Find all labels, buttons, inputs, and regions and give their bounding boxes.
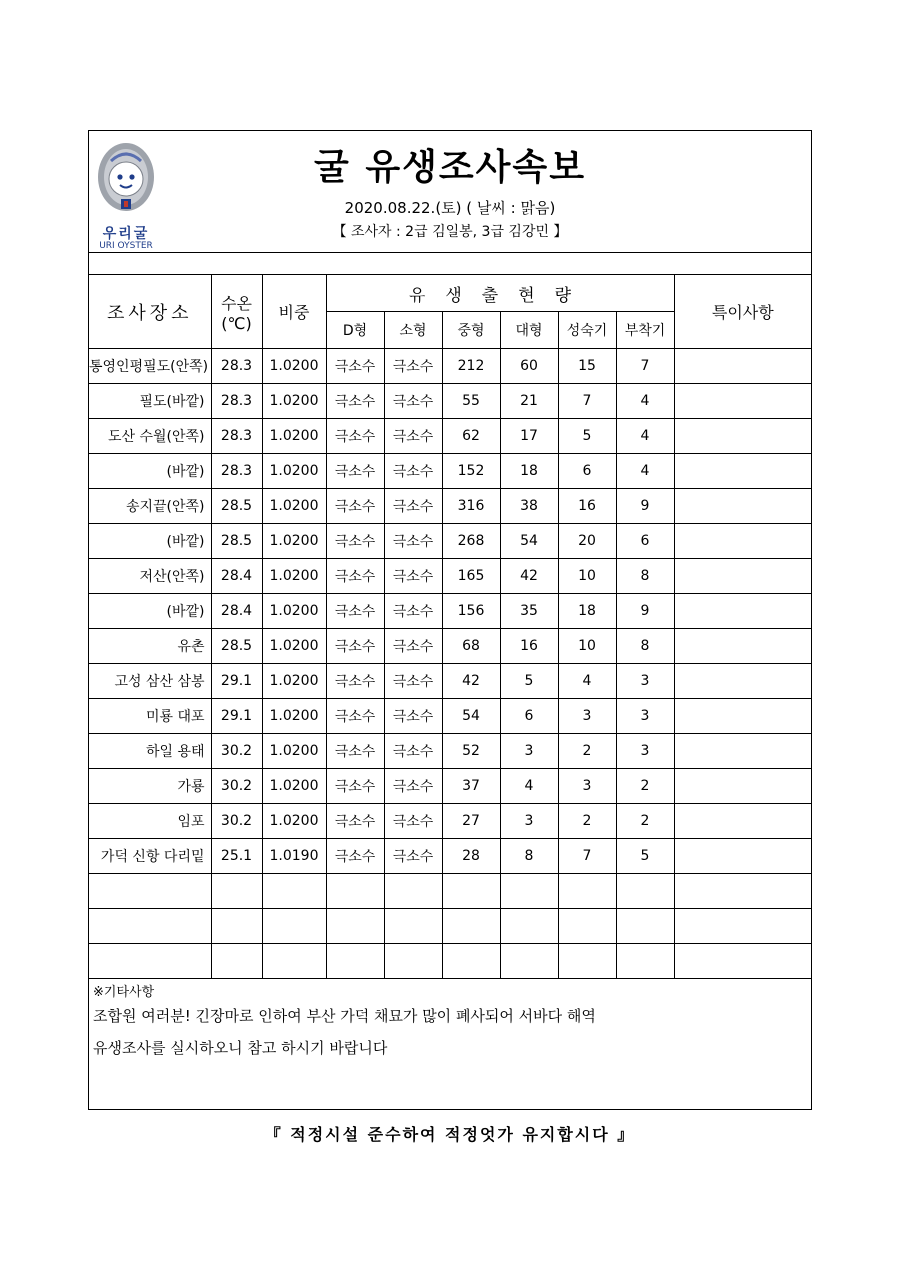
row-remarks [674,909,811,944]
row-location [89,874,211,909]
notes-heading: ※기타사항 [93,985,155,1000]
row-remarks [674,629,811,664]
row-small: 극소수 [384,804,442,839]
row-small: 극소수 [384,419,442,454]
row-d-type: 극소수 [326,349,384,384]
row-gravity: 1.0200 [262,384,326,419]
row-medium: 316 [442,489,500,524]
report-frame [88,130,812,1110]
row-remarks [674,349,811,384]
row-large: 4 [500,769,558,804]
row-water-temp: 28.3 [211,384,262,419]
row-attach: 2 [616,804,674,839]
row-water-temp: 28.3 [211,454,262,489]
row-large [500,874,558,909]
row-gravity: 1.0200 [262,594,326,629]
row-small: 극소수 [384,384,442,419]
header-gravity: 비중 [262,275,326,349]
row-medium: 55 [442,384,500,419]
row-location [89,944,211,979]
row-water-temp: 25.1 [211,839,262,874]
row-remarks [674,594,811,629]
row-location: (바깥) [89,454,211,489]
row-small: 극소수 [384,734,442,769]
row-large: 5 [500,664,558,699]
notes-line-1: 조합원 여러분! 긴장마로 인하여 부산 가덕 채묘가 많이 폐사되어 서바다 해역 [93,1007,596,1025]
row-location: (바깥) [89,594,211,629]
row-small [384,944,442,979]
report-header [89,131,811,253]
row-attach: 6 [616,524,674,559]
header-water-temp-unit: (℃) [221,313,252,333]
header-small: 소형 [384,312,442,349]
row-remarks [674,384,811,419]
row-medium: 268 [442,524,500,559]
row-attach [616,909,674,944]
header-medium: 중형 [442,312,500,349]
row-mature: 10 [558,559,616,594]
row-large [500,944,558,979]
row-water-temp: 28.3 [211,349,262,384]
row-large [500,909,558,944]
report-date: 2020.08.22.(토) ( 날씨 : 맑음) [344,199,556,217]
row-gravity [262,909,326,944]
row-small: 극소수 [384,629,442,664]
row-d-type: 극소수 [326,664,384,699]
row-location: 유촌 [89,629,211,664]
row-attach: 3 [616,664,674,699]
row-medium: 42 [442,664,500,699]
row-d-type: 극소수 [326,804,384,839]
row-mature: 3 [558,769,616,804]
table-row [89,734,811,769]
row-gravity: 1.0200 [262,559,326,594]
row-gravity: 1.0190 [262,839,326,874]
row-gravity [262,874,326,909]
row-mature: 18 [558,594,616,629]
row-mature [558,944,616,979]
row-remarks [674,699,811,734]
row-d-type: 극소수 [326,769,384,804]
table-row [89,629,811,664]
row-gravity: 1.0200 [262,454,326,489]
row-attach: 4 [616,454,674,489]
table-row [89,839,811,874]
report-surveyor: 【 조사자 : 2급 김일봉, 3급 김강민 】 [332,224,568,240]
row-water-temp: 30.2 [211,734,262,769]
row-location: 송지끝(안쪽) [89,489,211,524]
table-row [89,559,811,594]
table-row [89,419,811,454]
row-water-temp: 28.4 [211,559,262,594]
row-location: 임포 [89,804,211,839]
header-remarks: 특이사항 [674,275,811,349]
row-large: 54 [500,524,558,559]
row-attach: 3 [616,734,674,769]
row-small [384,874,442,909]
row-medium [442,944,500,979]
row-remarks [674,839,811,874]
row-gravity: 1.0200 [262,804,326,839]
row-mature: 7 [558,384,616,419]
row-small: 극소수 [384,524,442,559]
row-d-type: 극소수 [326,839,384,874]
table-row [89,944,811,979]
row-medium: 28 [442,839,500,874]
row-attach: 3 [616,699,674,734]
row-water-temp: 28.5 [211,629,262,664]
row-small: 극소수 [384,559,442,594]
row-medium: 212 [442,349,500,384]
row-mature: 10 [558,629,616,664]
row-small: 극소수 [384,489,442,524]
logo-subtext: URI OYSTER [99,241,153,251]
row-water-temp: 28.3 [211,419,262,454]
row-medium [442,874,500,909]
row-large: 18 [500,454,558,489]
row-large: 60 [500,349,558,384]
row-large: 16 [500,629,558,664]
row-gravity: 1.0200 [262,664,326,699]
row-location: 고성 삼산 삼봉 [89,664,211,699]
row-attach: 9 [616,489,674,524]
row-large: 3 [500,734,558,769]
header-mature: 성숙기 [558,312,616,349]
row-remarks [674,419,811,454]
row-medium: 165 [442,559,500,594]
row-water-temp: 30.2 [211,804,262,839]
row-remarks [674,769,811,804]
row-remarks [674,489,811,524]
row-medium: 37 [442,769,500,804]
row-small: 극소수 [384,769,442,804]
header-d-type: D형 [326,312,384,349]
row-large: 42 [500,559,558,594]
row-d-type: 극소수 [326,734,384,769]
row-medium: 27 [442,804,500,839]
row-location: 통영인평필도(안쪽) [89,349,211,384]
row-gravity [262,944,326,979]
row-attach [616,874,674,909]
row-medium: 156 [442,594,500,629]
row-water-temp [211,944,262,979]
row-water-temp: 28.5 [211,524,262,559]
header-larvae-group: 유생출현량 [326,275,674,312]
row-mature: 2 [558,804,616,839]
row-small: 극소수 [384,454,442,489]
row-small: 극소수 [384,594,442,629]
table-row [89,769,811,804]
table-row [89,909,811,944]
table-row [89,489,811,524]
row-remarks [674,734,811,769]
row-location: 가룡 [89,769,211,804]
row-d-type: 극소수 [326,629,384,664]
row-small: 극소수 [384,699,442,734]
row-large: 35 [500,594,558,629]
row-medium: 54 [442,699,500,734]
row-mature: 20 [558,524,616,559]
header-water-temp-label: 수온 [221,293,252,313]
row-remarks [674,664,811,699]
header-location: 조사장소 [89,275,211,349]
row-mature: 3 [558,699,616,734]
footer-slogan: 『 적정시설 준수하여 적정엇가 유지합시다 』 [264,1125,636,1144]
table-row [89,664,811,699]
row-attach: 8 [616,629,674,664]
row-medium: 52 [442,734,500,769]
row-gravity: 1.0200 [262,489,326,524]
row-attach: 4 [616,384,674,419]
row-mature: 16 [558,489,616,524]
row-mature: 6 [558,454,616,489]
report-title: 굴 유생조사속보 [314,147,586,188]
table-body [89,349,811,979]
row-location: 가덕 신항 다리밑 [89,839,211,874]
row-remarks [674,524,811,559]
row-location: 도산 수월(안쪽) [89,419,211,454]
row-large: 17 [500,419,558,454]
header-spacer [89,253,811,275]
row-large: 38 [500,489,558,524]
row-mature: 2 [558,734,616,769]
row-water-temp: 30.2 [211,769,262,804]
table-row [89,804,811,839]
row-gravity: 1.0200 [262,629,326,664]
header-large: 대형 [500,312,558,349]
row-d-type: 극소수 [326,524,384,559]
row-d-type: 극소수 [326,454,384,489]
row-attach: 5 [616,839,674,874]
row-d-type: 극소수 [326,594,384,629]
table-row [89,594,811,629]
row-remarks [674,804,811,839]
row-d-type [326,944,384,979]
row-remarks [674,454,811,489]
row-d-type: 극소수 [326,699,384,734]
row-attach: 2 [616,769,674,804]
row-d-type [326,874,384,909]
row-gravity: 1.0200 [262,699,326,734]
header-water-temp [211,275,262,349]
row-large: 21 [500,384,558,419]
notes-section [89,977,811,1109]
row-small: 극소수 [384,839,442,874]
row-gravity: 1.0200 [262,419,326,454]
row-medium: 68 [442,629,500,664]
row-mature: 15 [558,349,616,384]
table-row [89,699,811,734]
row-gravity: 1.0200 [262,734,326,769]
row-medium [442,909,500,944]
row-large: 6 [500,699,558,734]
row-remarks [674,559,811,594]
row-d-type: 극소수 [326,559,384,594]
row-large: 8 [500,839,558,874]
row-gravity: 1.0200 [262,769,326,804]
notes-line-2: 유생조사를 실시하오니 참고 하시기 바랍니다 [93,1039,388,1057]
row-remarks [674,874,811,909]
row-water-temp: 28.4 [211,594,262,629]
row-mature: 4 [558,664,616,699]
header-attach: 부착기 [616,312,674,349]
row-small: 극소수 [384,664,442,699]
row-gravity: 1.0200 [262,524,326,559]
row-water-temp: 28.5 [211,489,262,524]
row-d-type: 극소수 [326,419,384,454]
table-row [89,874,811,909]
table-row [89,454,811,489]
row-mature [558,874,616,909]
row-water-temp [211,874,262,909]
row-attach: 4 [616,419,674,454]
row-d-type [326,909,384,944]
row-location: (바깥) [89,524,211,559]
row-location [89,909,211,944]
row-mature: 7 [558,839,616,874]
row-location: 저산(안쪽) [89,559,211,594]
row-location: 미룡 대포 [89,699,211,734]
row-attach: 9 [616,594,674,629]
row-medium: 152 [442,454,500,489]
row-water-temp: 29.1 [211,664,262,699]
logo-text: 우리굴 [102,226,150,242]
larvae-survey-table [89,275,811,979]
row-mature [558,909,616,944]
row-gravity: 1.0200 [262,349,326,384]
row-attach: 8 [616,559,674,594]
row-large: 3 [500,804,558,839]
table-row [89,349,811,384]
row-attach: 7 [616,349,674,384]
row-remarks [674,944,811,979]
row-mature: 5 [558,419,616,454]
row-d-type: 극소수 [326,384,384,419]
table-row [89,524,811,559]
row-water-temp [211,909,262,944]
table-row [89,384,811,419]
row-location: 필도(바깥) [89,384,211,419]
row-small [384,909,442,944]
row-small: 극소수 [384,349,442,384]
row-d-type: 극소수 [326,489,384,524]
row-location: 하일 용태 [89,734,211,769]
row-medium: 62 [442,419,500,454]
row-water-temp: 29.1 [211,699,262,734]
row-attach [616,944,674,979]
